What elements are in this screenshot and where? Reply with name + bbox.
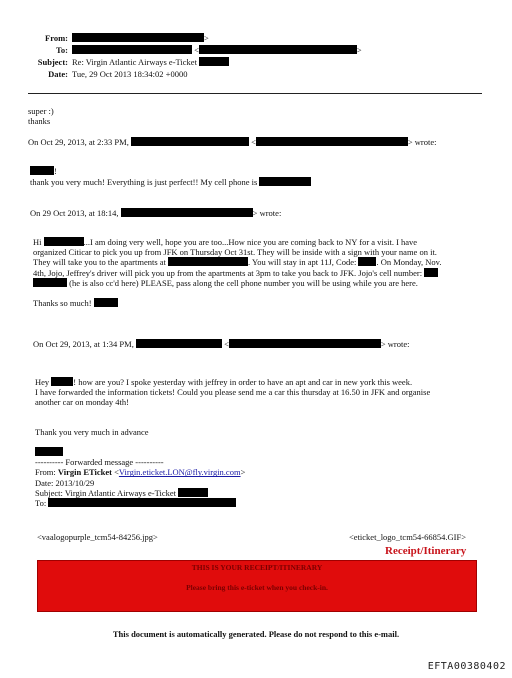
redacted-signature — [94, 298, 118, 307]
header-divider — [28, 93, 482, 94]
forwarded-subject-line — [35, 488, 245, 498]
redacted-subject — [199, 57, 229, 66]
quote-2-suffix: > wrote: — [252, 208, 282, 218]
msg-3-thanks — [33, 298, 483, 308]
msg-3-l1: ...I am doing very well, hope you are too...How nice you are coming back to NY for a visit. I have — [83, 237, 418, 247]
quote-header-1 — [28, 137, 437, 147]
fwd-bracket-open: < — [114, 467, 119, 478]
header-subject-row — [20, 57, 229, 67]
forwarded-date-line: Date: 2013/10/29 — [35, 477, 95, 488]
redacted-to-email — [199, 45, 357, 54]
image-placeholder-left: <vaalogopurple_tcm54-84256.jpg> — [37, 532, 158, 542]
msg-3-l3c: . On Monday, Nov. — [376, 257, 442, 268]
redacted-fwd-subject — [178, 488, 208, 497]
receipt-banner — [37, 560, 477, 612]
msg-2-exclaim: ! — [54, 166, 57, 176]
redacted-quote-1-name — [131, 137, 249, 146]
to-label: To: — [56, 45, 68, 55]
header-date-row — [20, 69, 187, 79]
bates-number: EFTA00380402 — [427, 661, 506, 672]
quote-header-3 — [33, 339, 410, 349]
msg-3-l3b: . You will stay in apt 11J, Code: — [248, 257, 357, 268]
redacted-address — [168, 257, 248, 266]
forwarded-to-line — [35, 498, 245, 508]
msg-2-greeting — [30, 166, 57, 176]
forwarded-block — [35, 447, 245, 508]
msg-3-hi: Hi — [33, 237, 42, 247]
msg-2-text — [30, 177, 311, 187]
redacted-jojo-cell-1 — [424, 268, 438, 277]
reply-line-1: super :) — [28, 106, 54, 116]
reply-super-thanks — [28, 106, 54, 126]
redacted-quote-2-name — [121, 208, 253, 217]
quote-1-prefix: On Oct 29, 2013, at 2:33 PM, — [28, 137, 129, 147]
date-value: Tue, 29 Oct 2013 18:34:02 +0000 — [72, 69, 188, 79]
fwd-from-name: Virgin ETicket — [57, 467, 112, 478]
quote-3-prefix: On Oct 29, 2013, at 1:34 PM, — [33, 339, 134, 349]
subject-value: Re: Virgin Atlantic Airways e-Ticket — [72, 57, 197, 67]
msg-3-line-5 — [33, 278, 483, 288]
quote-3-suffix: > wrote: — [380, 339, 410, 349]
redacted-jojo-cell-2 — [33, 278, 67, 287]
msg-3-line-2: organized Citicar to pick you up from JFK on Thursday Oct 31st. They will be inside with a sign with your name on it. — [33, 247, 437, 258]
redacted-from — [72, 33, 204, 42]
msg-4-l1: ! how are you? I spoke yesterday with jeffrey in order to have an apt and car in new york this week. — [73, 377, 413, 387]
msg-4-hey: Hey — [35, 377, 50, 387]
image-placeholder-right: <eticket_logo_tcm54-66854.GIF> — [349, 532, 466, 542]
date-label: Date: — [48, 69, 68, 79]
redacted-quote-3-name — [136, 339, 222, 348]
to-bracket-close: > — [356, 45, 362, 55]
redacted-quote-1-email — [256, 137, 408, 146]
quote-1-bracket: < — [251, 137, 256, 147]
msg-3-line-4 — [33, 268, 483, 278]
fwd-from-label: From: — [35, 467, 56, 478]
msg-3-l3a: They will take you to the apartments at — [33, 257, 166, 268]
receipt-itinerary-title: Receipt/Itinerary — [385, 545, 467, 557]
msg-3-l5: (he is also cc'd here) PLEASE, pass along the cell phone number you will be using while you are here. — [69, 277, 418, 288]
redacted-to-name — [72, 45, 192, 54]
msg-3-line-3 — [33, 257, 483, 267]
msg-3-thanks-text: Thanks so much! — [33, 297, 92, 308]
msg-4-body — [35, 377, 485, 437]
header-to-row — [20, 45, 362, 55]
forwarded-from-line — [35, 467, 245, 477]
msg-3-line-1 — [33, 237, 483, 247]
redacted-greeting-name — [30, 166, 54, 175]
fwd-bracket-close: > — [240, 467, 246, 478]
quote-2-prefix: On 29 Oct 2013, at 18:14, — [30, 208, 119, 218]
msg-4-line-1 — [35, 377, 485, 387]
fwd-to: To: — [35, 497, 47, 508]
header-from-row — [20, 33, 209, 43]
quote-header-2 — [30, 208, 281, 218]
from-bracket: > — [204, 33, 209, 43]
from-label: From: — [45, 33, 68, 43]
subject-label: Subject: — [37, 57, 68, 67]
redacted-code — [358, 257, 376, 266]
msg-4-line-3: another car on monday 4th! — [35, 397, 129, 408]
forwarded-redacted-line — [35, 447, 245, 457]
to-bracket-open: < — [194, 45, 199, 55]
redacted-fwd-to — [48, 498, 236, 507]
redacted-cell-phone — [259, 177, 311, 186]
msg-3-body — [33, 237, 483, 308]
forwarded-separator: ---------- Forwarded message ---------- — [35, 457, 164, 468]
reply-line-2: thanks — [28, 116, 51, 127]
redacted-hi-name — [44, 237, 84, 246]
msg-4-thanks: Thank you very much in advance — [35, 426, 149, 437]
sender-email-link[interactable]: Virgin.eticket.LON@fly.virgin.com — [118, 467, 241, 478]
quote-3-bracket: < — [224, 339, 229, 349]
quote-1-suffix: > wrote: — [407, 137, 437, 147]
msg-2-body: thank you very much! Everything is just perfect!! My cell phone is — [30, 177, 258, 187]
fwd-subject: Subject: Virgin Atlantic Airways e-Ticket — [35, 487, 176, 498]
redacted-hey-name — [51, 377, 73, 386]
receipt-banner-line-2: Please bring this e-ticket when you check-in. — [186, 583, 328, 592]
auto-generated-note: This document is automatically generated. Please do not respond to this e-mail. — [112, 629, 400, 639]
receipt-banner-line-1: THIS IS YOUR RECEIPT/ITINERARY — [191, 563, 323, 572]
redacted-quote-3-email — [229, 339, 381, 348]
msg-3-l4: 4th, Jojo, Jeffrey's driver will pick you up from the apartments at 3pm to take you back to JFK. Jojo's cell number: — [33, 267, 423, 278]
redacted-sender — [35, 447, 63, 456]
msg-4-line-2: I have forwarded the information tickets! Could you please send me a car this thursday at 16.50 in JFK and organise — [35, 387, 431, 398]
